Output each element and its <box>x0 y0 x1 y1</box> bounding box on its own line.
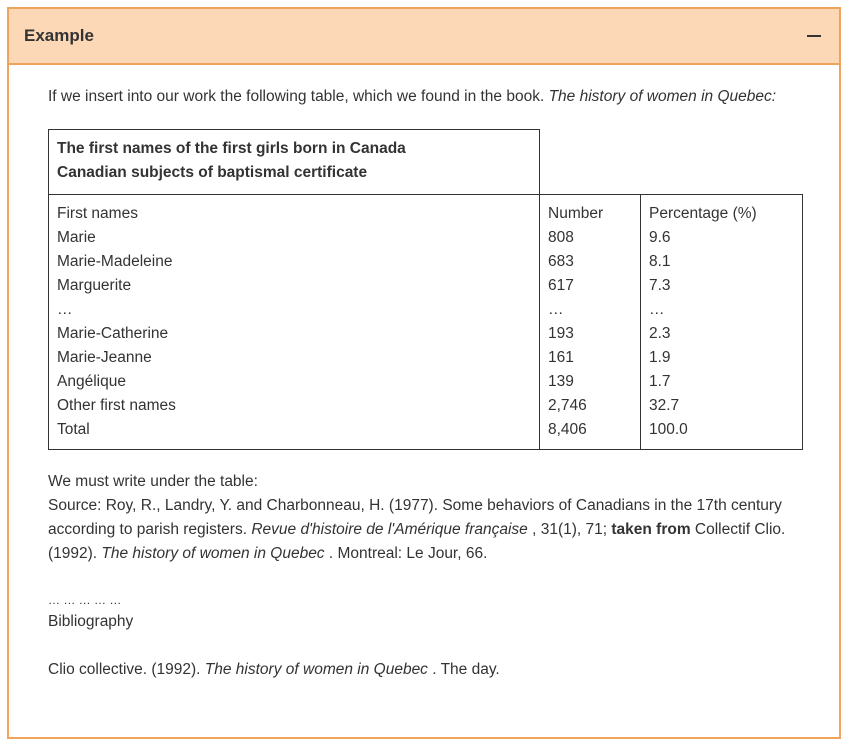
intro-book-title: The history of women in Quebec: <box>548 88 777 105</box>
source-book: The history of women in Quebec <box>101 545 325 562</box>
panel-content <box>48 85 808 682</box>
row-percentage: 1.9 <box>649 349 671 366</box>
source-citation <box>48 494 808 566</box>
header-first-names: First names <box>57 205 138 222</box>
row-number: 139 <box>548 373 574 390</box>
row-percentage: 2.3 <box>649 325 671 342</box>
intro-paragraph <box>48 85 808 109</box>
bibliography-suffix: . The day. <box>427 661 500 678</box>
source-intro: We must write under the table: <box>48 473 258 490</box>
row-name: … <box>57 301 73 318</box>
source-text-2: , 31(1), 71; <box>527 521 612 538</box>
row-percentage: 7.3 <box>649 277 671 294</box>
table-caption <box>49 130 540 195</box>
row-number: 8,406 <box>548 421 587 438</box>
row-percentage: 1.7 <box>649 373 671 390</box>
row-percentage: 100.0 <box>649 421 688 438</box>
number-column <box>540 195 641 450</box>
row-number: 161 <box>548 349 574 366</box>
row-number: 193 <box>548 325 574 342</box>
minus-icon[interactable] <box>807 26 821 46</box>
row-name: Marguerite <box>57 277 132 294</box>
intro-text: If we insert into our work the following table, which we found in the book. <box>48 88 549 105</box>
row-name: Total <box>57 421 90 438</box>
row-number: … <box>548 301 564 318</box>
source-taken-from: taken from <box>611 521 691 538</box>
row-name: Marie <box>57 229 96 246</box>
row-percentage: 32.7 <box>649 397 680 414</box>
source-section <box>48 470 808 682</box>
source-text-1: Source: Roy, R., Landry, Y. and Charbonneau, H. (1977). Some behaviors of Canadians in the 17th century according to parish registers. <box>48 497 782 538</box>
row-name: Marie-Catherine <box>57 325 169 342</box>
bibliography-prefix: Clio collective. (1992). <box>48 661 205 678</box>
row-number: 617 <box>548 277 574 294</box>
first-names-column <box>49 195 540 450</box>
header-number: Number <box>548 205 604 222</box>
row-number: 683 <box>548 253 574 270</box>
header-percentage: Percentage (%) <box>649 205 757 222</box>
row-name: Angélique <box>57 373 126 390</box>
panel-header[interactable] <box>9 9 839 65</box>
source-text-3: Collectif Clio. (1992). <box>48 521 786 562</box>
source-journal: Revue d'histoire de l'Amérique française <box>251 521 528 538</box>
row-name: Marie-Madeleine <box>57 253 173 270</box>
caption-line-1: The first names of the first girls born in Canada <box>57 140 406 157</box>
row-name: Other first names <box>57 397 176 414</box>
row-percentage: 9.6 <box>649 229 671 246</box>
bibliography-entry <box>48 658 808 682</box>
row-percentage: … <box>649 301 665 318</box>
first-names-table <box>48 129 803 450</box>
ellipsis-line: … … … … … <box>48 593 122 607</box>
row-number: 808 <box>548 229 574 246</box>
example-panel <box>7 7 841 739</box>
row-name: Marie-Jeanne <box>57 349 152 366</box>
panel-title: Example <box>24 26 94 45</box>
caption-line-2: Canadian subjects of baptismal certificate <box>57 164 368 181</box>
source-text-4: . Montreal: Le Jour, 66. <box>324 545 488 562</box>
bibliography-title: The history of women in Quebec <box>204 661 428 678</box>
row-percentage: 8.1 <box>649 253 671 270</box>
percentage-column <box>641 195 803 450</box>
bibliography-heading: Bibliography <box>48 613 134 630</box>
row-number: 2,746 <box>548 397 587 414</box>
